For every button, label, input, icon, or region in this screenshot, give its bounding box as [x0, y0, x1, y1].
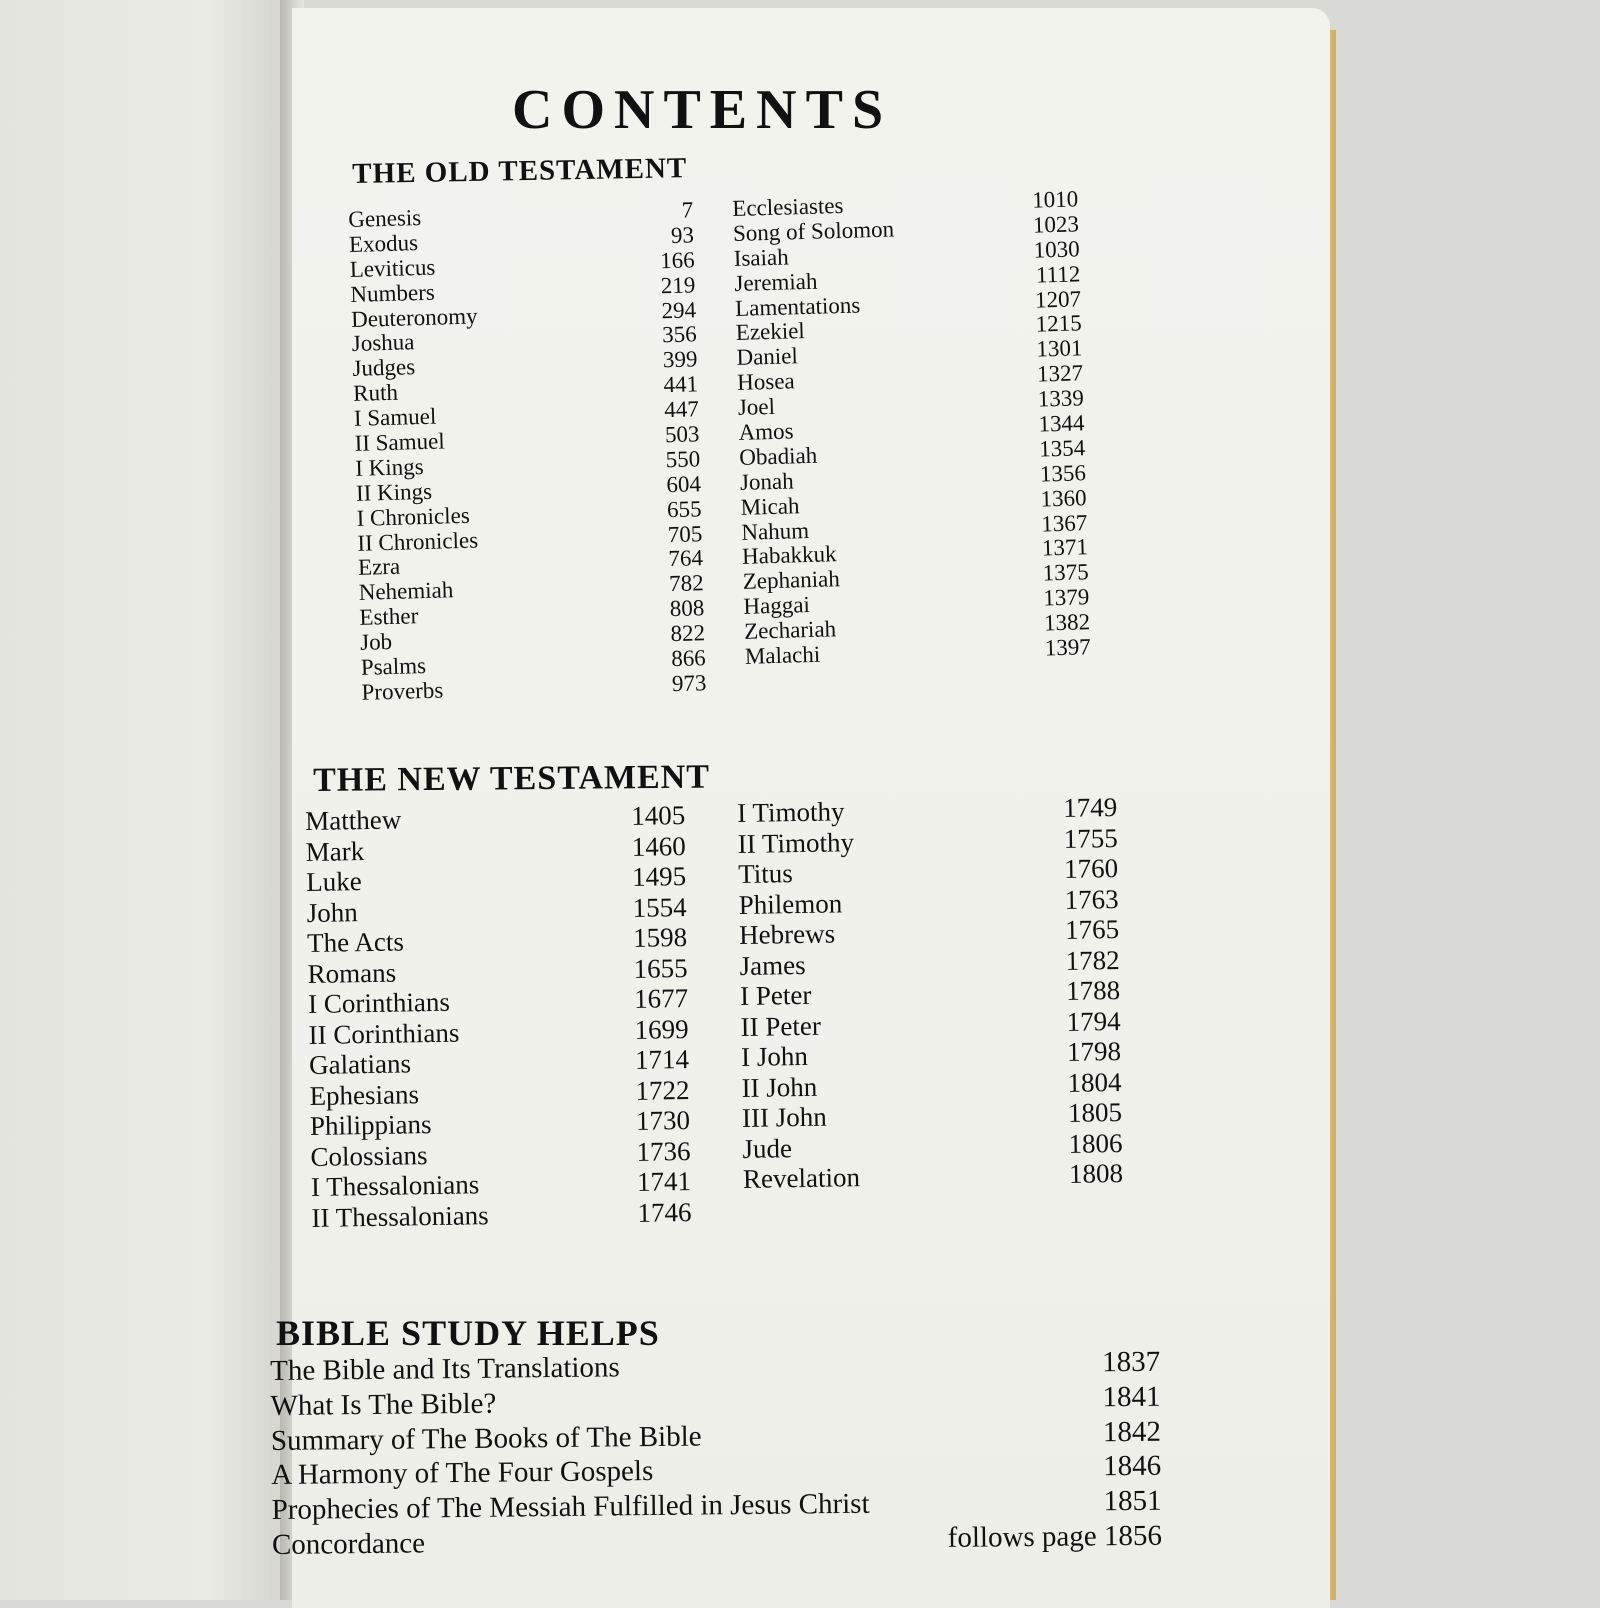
entry-page-number: 1382	[1043, 609, 1091, 636]
entry-title: Daniel	[736, 343, 799, 371]
entry-title: Song of Solomon	[732, 216, 895, 246]
entry-page-number: 1010	[1031, 186, 1079, 213]
entry-title: Zechariah	[743, 616, 837, 644]
entry-title: A Harmony of The Four Gospels	[271, 1455, 654, 1492]
entry-page-number: 1598	[632, 922, 688, 953]
entry-page-number: 808	[669, 595, 705, 622]
entry-title: II Thessalonians	[311, 1199, 489, 1233]
entry-title: Philippians	[309, 1109, 432, 1141]
entry-title: Concordance	[271, 1527, 426, 1561]
entry-title: Micah	[740, 492, 800, 520]
entry-page-number: 1782	[1065, 944, 1120, 976]
entry-page-number: 550	[665, 446, 701, 473]
entry-page-number: 1655	[633, 952, 688, 984]
entry-page-number: 1375	[1042, 559, 1089, 586]
entry-title: John	[306, 896, 358, 928]
entry-title: Judges	[352, 354, 416, 382]
entry-page-number: 503	[664, 421, 700, 448]
entry-title: Nahum	[741, 517, 810, 545]
entry-title: Titus	[737, 858, 793, 889]
entry-page-number: 655	[666, 495, 702, 522]
entry-page-number: 1804	[1067, 1066, 1122, 1098]
entry-title: Revelation	[742, 1162, 861, 1194]
entry-title: Numbers	[350, 279, 436, 307]
entry-title: Prophecies of The Messiah Fulfilled in Jesus Christ	[271, 1487, 870, 1527]
entry-page-number: 1367	[1040, 509, 1088, 537]
entry-title: Proverbs	[361, 677, 444, 705]
entry-page-number: 1301	[1036, 335, 1083, 362]
entry-page-number: 1722	[635, 1074, 690, 1106]
entry-page-number: 1842	[1102, 1415, 1162, 1448]
entry-title: Hosea	[736, 368, 796, 396]
entry-page-number: 219	[660, 272, 696, 298]
entry-title: Obadiah	[738, 442, 818, 470]
list-item	[743, 1158, 1123, 1194]
entry-page-number: 1755	[1063, 822, 1118, 854]
entry-title: The Bible and Its Translations	[270, 1351, 620, 1387]
entry-title: II Timothy	[737, 826, 855, 859]
entry-title: Matthew	[305, 804, 402, 836]
entry-page-number: 1023	[1032, 211, 1080, 238]
entry-page-number: 399	[662, 346, 698, 373]
entry-title: Leviticus	[349, 254, 436, 282]
entry-page-number: 1846	[1103, 1450, 1162, 1483]
entry-page-number: 782	[668, 570, 704, 597]
entry-page-number: 1207	[1034, 285, 1082, 313]
entry-page-number: 7	[681, 197, 694, 223]
entry-title: I Samuel	[353, 403, 437, 432]
entry-page-number: 1699	[634, 1013, 689, 1045]
entry-page-number: 1344	[1038, 410, 1085, 437]
entry-page-number: 604	[666, 471, 702, 498]
entry-title: Colossians	[310, 1139, 428, 1172]
entry-page-number: 1736	[636, 1135, 691, 1167]
entry-title: The Acts	[306, 926, 405, 958]
entry-page-number: 1030	[1033, 236, 1080, 263]
entry-page-number: 93	[670, 222, 695, 248]
entry-page-number: 764	[668, 545, 704, 572]
entry-title: Exodus	[348, 229, 419, 257]
entry-title: Haggai	[743, 592, 811, 620]
entry-title: III John	[741, 1101, 827, 1133]
entry-title: Deuteronomy	[350, 302, 478, 332]
entry-title: Romans	[307, 957, 397, 989]
entry-page-number: 1460	[631, 830, 686, 862]
entry-title: Hebrews	[738, 918, 836, 950]
entry-page-number: 705	[667, 520, 703, 547]
entry-title: Summary of The Books of The Bible	[270, 1420, 702, 1457]
entry-title: Luke	[305, 866, 362, 897]
entry-title: Amos	[738, 418, 794, 445]
entry-title: Joel	[737, 394, 776, 421]
entry-page-number: 1808	[1068, 1157, 1124, 1189]
entry-title: Isaiah	[733, 244, 789, 271]
entry-page-number: 1746	[637, 1196, 692, 1228]
entry-title: Malachi	[744, 641, 821, 669]
facing-page	[0, 0, 295, 1600]
entry-title: Jonah	[739, 468, 794, 495]
entry-page-number: 1339	[1037, 385, 1085, 412]
entry-page-number: 1851	[1103, 1484, 1162, 1518]
new-testament-list-left	[305, 800, 692, 1233]
entry-page-number: 1765	[1064, 914, 1120, 945]
entry-page-number: 1379	[1043, 584, 1090, 611]
entry-title: Esther	[359, 603, 419, 631]
entry-title: What Is The Bible?	[270, 1387, 497, 1422]
entry-page-number: 866	[670, 645, 707, 672]
entry-title: Ephesians	[309, 1078, 420, 1111]
entry-page-number: follows page 1856	[947, 1519, 1163, 1554]
entry-title: Nehemiah	[358, 577, 454, 606]
entry-page-number: 1806	[1068, 1127, 1123, 1159]
entry-title: Job	[359, 629, 393, 655]
entry-title: II Peter	[740, 1010, 822, 1042]
new-testament-heading: THE NEW TESTAMENT	[313, 758, 711, 799]
entry-title: Psalms	[360, 653, 427, 680]
entry-page-number: 1371	[1041, 534, 1089, 561]
entry-page-number: 1837	[1101, 1345, 1161, 1379]
old-testament-list-right	[732, 186, 1091, 668]
new-testament-list-right	[737, 792, 1123, 1194]
entry-page-number: 1554	[632, 891, 687, 923]
entry-page-number: 822	[670, 620, 706, 647]
old-testament-list-left	[348, 197, 707, 704]
entry-title: Joshua	[351, 329, 415, 357]
entry-title: Galatians	[308, 1048, 412, 1080]
entry-page-number: 1354	[1038, 435, 1086, 462]
entry-page-number: 1763	[1064, 883, 1119, 915]
entry-title: Jude	[742, 1132, 793, 1164]
entry-page-number: 166	[659, 247, 695, 274]
entry-page-number: 1112	[1035, 260, 1081, 288]
entry-page-number: 1805	[1067, 1096, 1123, 1128]
entry-page-number: 1794	[1066, 1005, 1121, 1037]
entry-title: I Peter	[739, 979, 812, 1011]
entry-page-number: 1356	[1039, 460, 1087, 487]
entry-page-number: 447	[663, 396, 700, 423]
entry-page-number: 1841	[1102, 1380, 1161, 1414]
entry-title: Jeremiah	[734, 268, 818, 296]
entry-page-number: 1405	[630, 800, 686, 831]
entry-page-number: 1397	[1044, 634, 1092, 661]
entry-page-number: 1714	[634, 1044, 690, 1075]
study-helps-heading: BIBLE STUDY HELPS	[276, 1313, 660, 1353]
entry-page-number: 1788	[1065, 975, 1121, 1006]
entry-title: Ezekiel	[735, 318, 806, 346]
study-helps-list	[270, 1346, 1162, 1564]
entry-title: II Samuel	[354, 428, 445, 456]
entry-title: II Corinthians	[308, 1017, 460, 1050]
entry-title: Zephaniah	[742, 566, 841, 595]
entry-title: Ruth	[352, 379, 399, 407]
entry-page-number: 1360	[1040, 484, 1087, 512]
entry-title: II John	[741, 1071, 818, 1103]
entry-title: I Corinthians	[307, 986, 451, 1019]
entry-title: I Chronicles	[356, 502, 471, 531]
entry-page-number: 1677	[633, 983, 689, 1014]
entry-page-number: 1215	[1035, 310, 1083, 338]
entry-page-number: 973	[671, 670, 707, 697]
entry-page-number: 356	[661, 321, 698, 348]
entry-title: Philemon	[738, 887, 843, 920]
entry-page-number: 1798	[1066, 1036, 1122, 1067]
entry-page-number: 441	[663, 371, 699, 398]
entry-title: I Timothy	[737, 796, 845, 828]
entry-title: II Kings	[355, 478, 433, 506]
entry-title: Mark	[305, 835, 365, 867]
entry-title: Lamentations	[734, 292, 861, 321]
entry-page-number: 1327	[1036, 360, 1084, 387]
entry-title: I John	[740, 1040, 809, 1072]
entry-title: Habakkuk	[741, 541, 837, 570]
entry-page-number: 294	[661, 296, 697, 323]
entry-page-number: 1495	[631, 861, 687, 892]
entry-title: II Chronicles	[357, 527, 479, 556]
entry-title: I Kings	[354, 453, 424, 481]
list-item	[311, 1196, 691, 1232]
old-testament-heading: THE OLD TESTAMENT	[352, 152, 688, 190]
entry-title: Ezra	[357, 554, 401, 581]
entry-page-number: 1741	[636, 1165, 692, 1197]
entry-page-number: 1760	[1063, 853, 1119, 884]
entry-page-number: 1749	[1062, 792, 1118, 823]
page-title: CONTENTS	[512, 79, 893, 141]
entry-title: Ecclesiastes	[732, 192, 844, 221]
entry-title: James	[739, 949, 806, 981]
entry-title: I Thessalonians	[310, 1169, 480, 1202]
entry-title: Genesis	[348, 204, 422, 232]
entry-page-number: 1730	[635, 1104, 691, 1136]
